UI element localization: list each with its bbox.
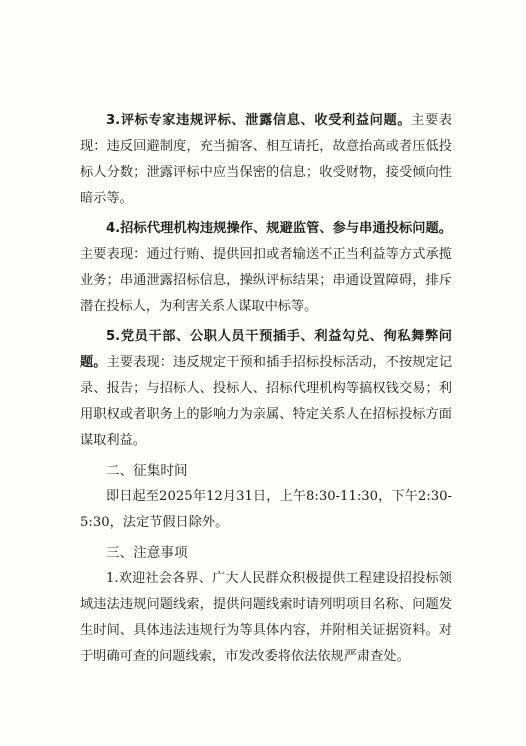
section-3-body: 1.欢迎社会各界、广大人民群众积极提供工程建设招投标领域违法违规问题线索，提供问题线索时请列明项目名称、问题发生时间、具体违法违规行为等具体内容，并附相关证据资料。对于明确可查的问题线索，市发改委将依法依规严肃查处。 [80,571,452,664]
item-3-body: 主要表现：违反回避制度，充当掮客、相互请托，故意抬高或者压低投标人分数；泄露评标中应当保密的信息；收受财物，接受倾向性暗示等。 [80,113,453,206]
section-2-body: 即日起至2025年12月31日，上午8:30-11:30，下午2:30-5:30，法定节假日除外。 [80,489,452,530]
item-5-title: 5.党员干部、公职人员干预插手、利益勾兑、徇私舞弊问题。 [80,329,452,370]
item-5-body: 主要表现：违反规定干预和插手招标投标活动，不按规定记录、报告；与招标人、投标人、招标代理机构等搞权钱交易；利用职权或者职务上的影响力为亲属、特定关系人在招标投标方面谋取利益。 [80,355,453,448]
document-body [80,108,452,670]
bleed-through-header [90,62,450,96]
section-3-heading: 三、注意事项 [106,545,188,561]
item-4-title: 4.招标代理机构违规操作、规避监管、参与串通投标问题。 [106,221,452,236]
item-3-title: 3.评标专家违规评标、泄露信息、收受利益问题。 [106,113,412,128]
item-4-paragraph [80,216,452,320]
item-5-paragraph [80,324,452,454]
item-3-paragraph [80,108,452,212]
item-4-body: 主要表现：通过行贿、提供回扣或者输送不正当利益等方式承揽业务；串通泄露招标信息，操纵评标结果；串通设置障碍，排斥潜在投标人，为利害关系人谋取中标等。 [80,247,452,314]
section-2-heading: 二、征集时间 [106,463,188,479]
